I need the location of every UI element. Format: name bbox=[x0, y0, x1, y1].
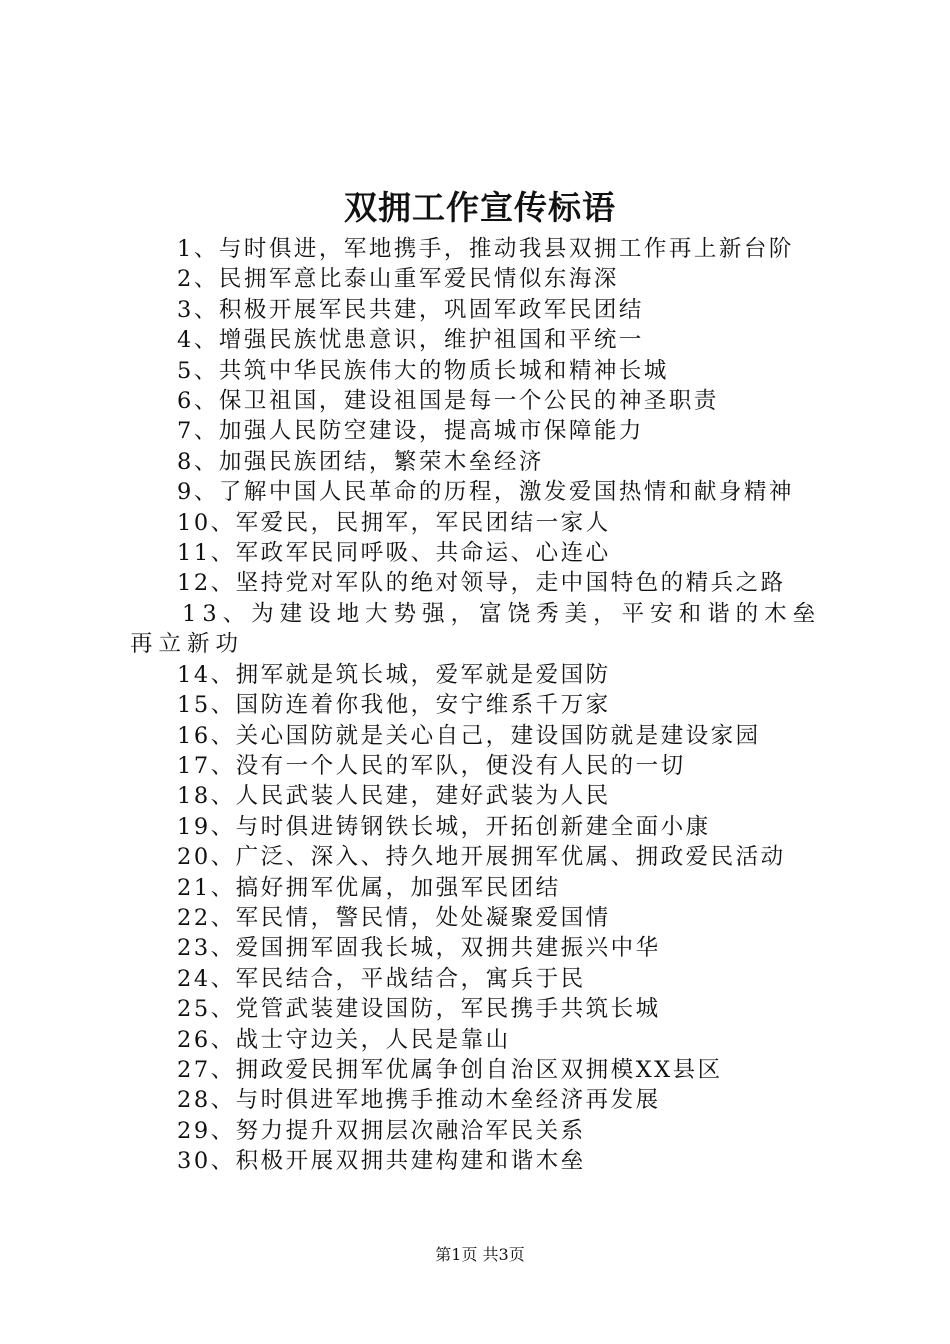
slogan-item: 17、没有一个人民的军队，便没有人民的一切 bbox=[177, 752, 686, 779]
slogan-item: 27、拥政爱民拥军优属争创自治区双拥模XX县区 bbox=[177, 1056, 723, 1083]
slogan-item: 25、党管武装建设国防，军民携手共筑长城 bbox=[177, 996, 661, 1023]
slogan-item: 5、共筑中华民族伟大的物质长城和精神长城 bbox=[177, 357, 669, 384]
slogan-item: 24、军民结合，平战结合，寓兵于民 bbox=[177, 965, 586, 992]
slogan-item: 8、加强民族团结，繁荣木垒经济 bbox=[177, 448, 544, 475]
slogan-item: 22、军民情，警民情，处处凝聚爱国情 bbox=[177, 904, 611, 931]
slogan-item: 20、广泛、深入、持久地开展拥军优属、拥政爱民活动 bbox=[177, 844, 786, 871]
slogan-item: 11、军政军民同呼吸、共命运、心连心 bbox=[177, 540, 611, 567]
slogan-item: 6、保卫祖国，建设祖国是每一个公民的神圣职责 bbox=[177, 388, 719, 415]
slogan-item: 3、积极开展军民共建，巩固军政军民团结 bbox=[177, 296, 644, 323]
slogan-item: 12、坚持党对军队的绝对领导，走中国特色的精兵之路 bbox=[177, 570, 786, 597]
slogan-item: 10、军爱民，民拥军，军民团结一家人 bbox=[177, 509, 611, 536]
slogan-item: 1、与时俱进，军地携手，推动我县双拥工作再上新台阶 bbox=[177, 236, 794, 262]
slogan-item: 18、人民武装人民建，建好武装为人民 bbox=[177, 783, 611, 810]
slogan-list bbox=[130, 234, 840, 1177]
document-title: 双拥工作宣传标语 bbox=[344, 188, 616, 227]
slogan-item: 30、积极开展双拥共建构建和谐木垒 bbox=[177, 1148, 586, 1175]
slogan-item: 26、战士守边关，人民是靠山 bbox=[177, 1026, 511, 1053]
slogan-item: 16、关心国防就是关心自己，建设国防就是建设家园 bbox=[177, 722, 761, 749]
page-indicator: 第1页 共3页 bbox=[435, 1245, 525, 1264]
slogan-item: 7、加强人民防空建设，提高城市保障能力 bbox=[177, 418, 644, 445]
slogan-item: 21、搞好拥军优属，加强军民团结 bbox=[177, 874, 561, 901]
slogan-item: 13、为建设地大势强，富饶秀美，平安和谐的木垒再立新功 bbox=[130, 600, 822, 658]
slogan-item: 9、了解中国人民革命的历程，激发爱国热情和献身精神 bbox=[177, 479, 794, 506]
slogan-item: 15、国防连着你我他，安宁维系千万家 bbox=[177, 692, 611, 719]
slogan-item: 28、与时俱进军地携手推动木垒经济再发展 bbox=[177, 1087, 661, 1114]
slogan-item: 29、努力提升双拥层次融洽军民关系 bbox=[177, 1117, 586, 1144]
slogan-item: 2、民拥军意比泰山重军爱民情似东海深 bbox=[177, 266, 619, 293]
slogan-item: 4、增强民族忧患意识，维护祖国和平统一 bbox=[177, 327, 644, 354]
slogan-item: 14、拥军就是筑长城，爱军就是爱国防 bbox=[177, 661, 611, 688]
slogan-item: 23、爱国拥军固我长城，双拥共建振兴中华 bbox=[177, 935, 661, 962]
slogan-item: 19、与时俱进铸钢铁长城，开拓创新建全面小康 bbox=[177, 813, 711, 840]
